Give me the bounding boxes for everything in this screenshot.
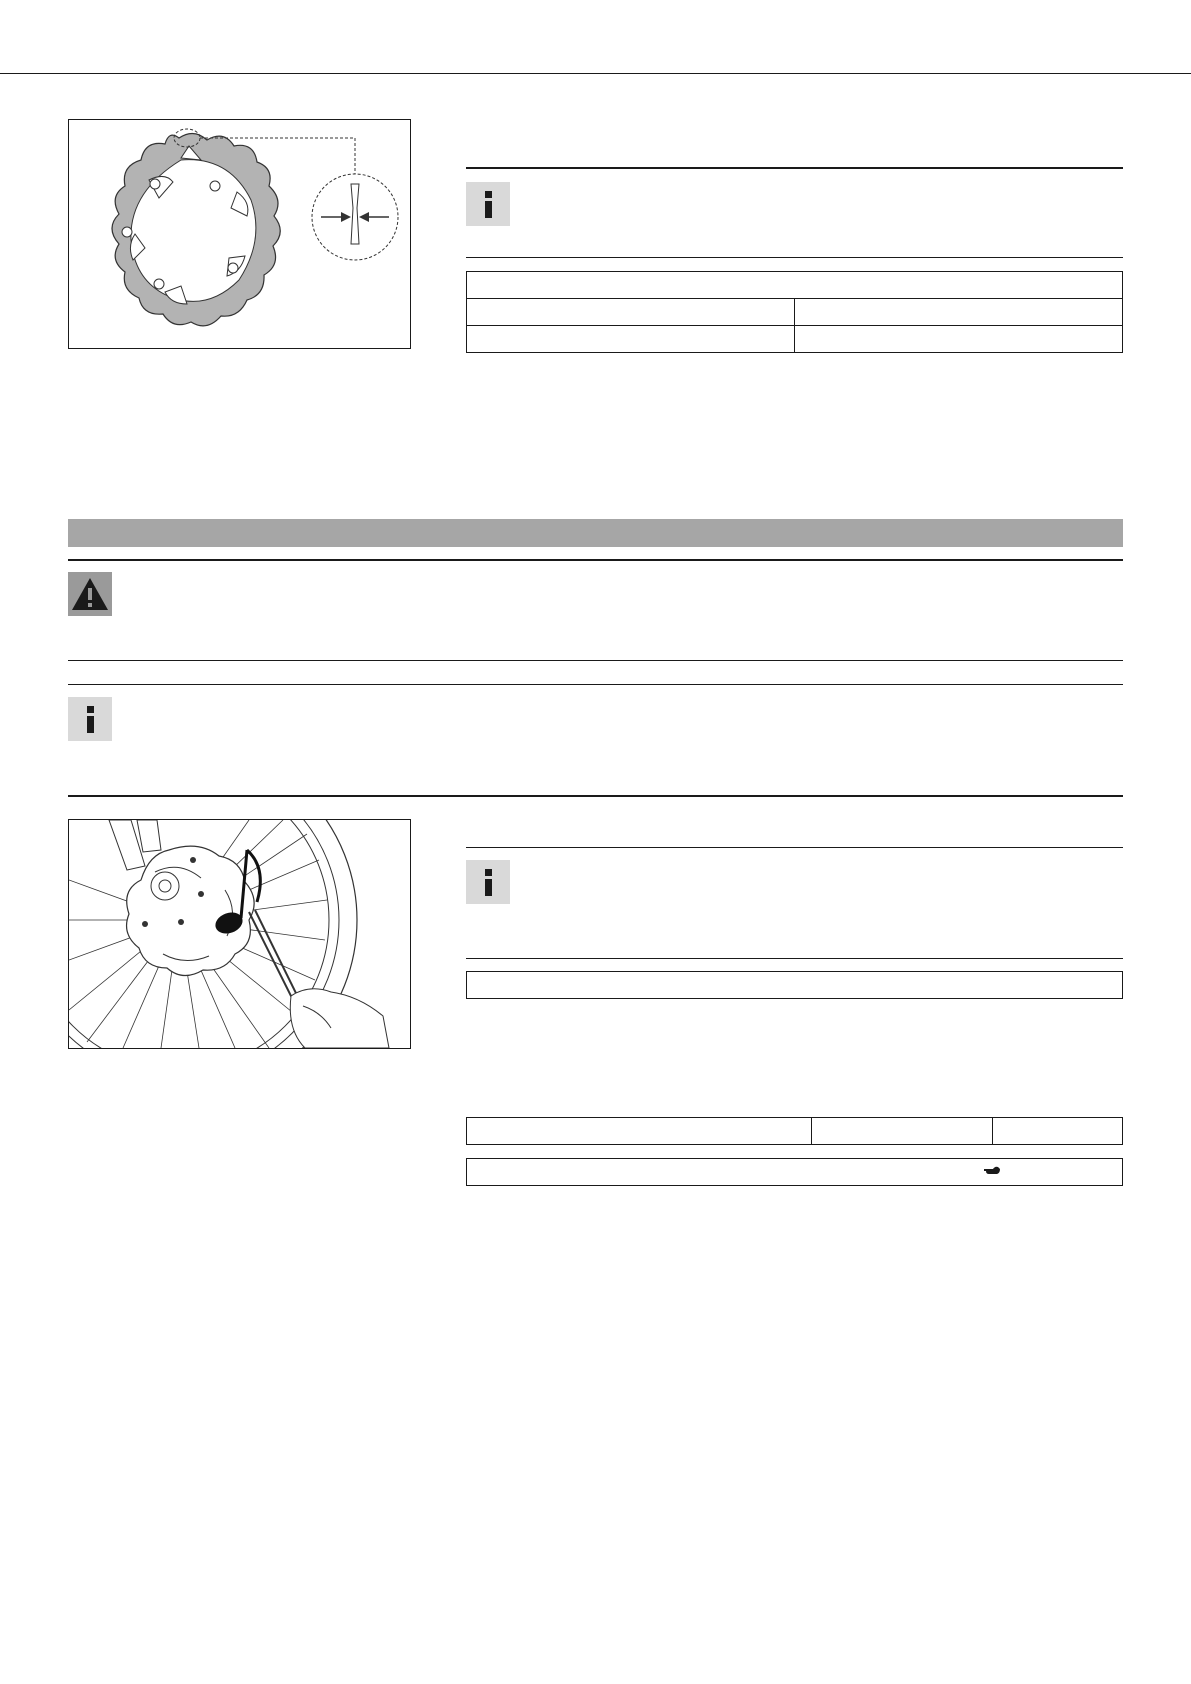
brake-disc-tap-figure — [68, 819, 411, 1049]
header-rule — [0, 73, 1191, 74]
spec-cell — [467, 972, 1123, 999]
spec-cell — [467, 299, 795, 326]
note-rule-bottom — [466, 257, 1123, 258]
warning-rule-bottom — [68, 660, 1123, 661]
warning-triangle-icon — [68, 572, 112, 616]
reference-cell — [467, 1159, 1123, 1186]
spec-cell — [467, 1118, 812, 1145]
warning-rule-top — [68, 559, 1123, 561]
spec-table — [466, 971, 1123, 999]
reference-table — [466, 1158, 1123, 1186]
spec-table-header — [467, 272, 1123, 299]
pointing-hand-icon — [983, 1163, 1001, 1179]
note-rule-top — [466, 167, 1123, 169]
note-rule-top — [68, 684, 1123, 685]
note-rule-top — [466, 847, 1123, 848]
note-rule-bottom — [68, 795, 1123, 797]
spec-cell — [795, 299, 1123, 326]
brake-disc-thickness-icon — [69, 120, 410, 348]
info-icon — [466, 182, 510, 226]
info-icon — [466, 860, 510, 904]
note-rule-bottom — [466, 958, 1123, 959]
spec-cell — [993, 1118, 1123, 1145]
spec-cell — [812, 1118, 993, 1145]
section-heading-bar — [68, 519, 1123, 547]
spec-cell — [467, 326, 795, 353]
spec-table — [466, 271, 1123, 353]
info-icon — [68, 697, 112, 741]
brake-disc-tap-test-icon — [69, 820, 410, 1048]
spec-cell — [795, 326, 1123, 353]
brake-disc-thickness-figure — [68, 119, 411, 349]
spec-table — [466, 1117, 1123, 1145]
